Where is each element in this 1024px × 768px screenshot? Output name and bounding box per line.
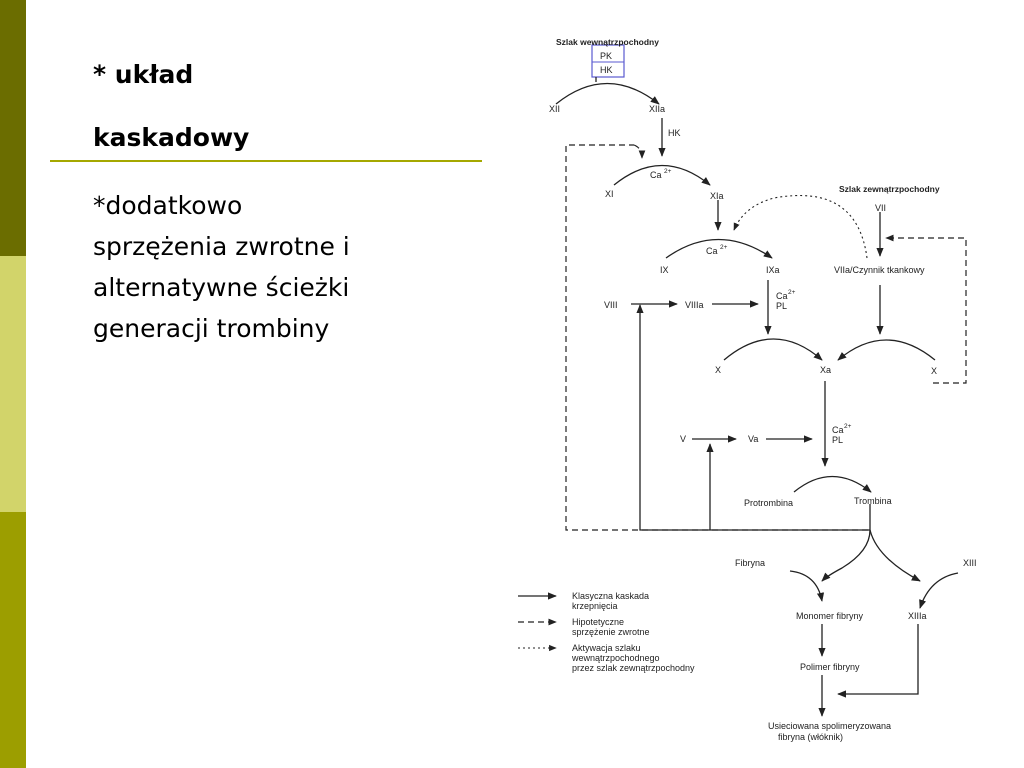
sidebar-stripe: [0, 0, 26, 768]
hk-label: HK: [668, 128, 681, 138]
ca-label-pl2: Ca: [832, 425, 844, 435]
sidebar-segment-mid: [0, 512, 26, 768]
legend-dotted-line2: wewnątrzpochodnego: [572, 653, 660, 663]
coagulation-cascade-diagram: [482, 18, 1012, 758]
xiiia-label: XIIIa: [908, 611, 927, 621]
arc-x-xa-right: [838, 340, 935, 360]
slide-body: [93, 185, 433, 349]
hk-box-label: HK: [600, 65, 613, 75]
body-line-1: *dodatkowo: [93, 191, 243, 220]
xiii-label: XIII: [963, 558, 977, 568]
arc-xi-xia: [614, 166, 710, 186]
ca-label-pl1: Ca: [776, 291, 788, 301]
ca-label-ix: Ca: [706, 246, 718, 256]
body-line-2: sprzężenia zwrotne i: [93, 232, 350, 261]
legend-dashed-line2: sprzężenie zwrotne: [572, 627, 650, 637]
arc-ix-ixa: [666, 240, 772, 259]
pl-label-2: PL: [832, 435, 844, 445]
legend-dotted-line1: Aktywacja szlaku: [572, 643, 641, 653]
ix-label: IX: [660, 265, 669, 275]
arc-protrombina-trombina: [794, 477, 871, 493]
arrow-xiiia-final: [838, 624, 918, 694]
svg-text:2+: 2+: [664, 168, 672, 175]
protrombina-label: Protrombina: [744, 498, 794, 508]
title-divider: [50, 160, 482, 162]
vii-label: VII: [875, 203, 887, 213]
trombina-label: Trombina: [854, 496, 892, 506]
legend-dashed-line1: Hipotetyczne: [572, 617, 625, 627]
slide-title-line2: kaskadowy: [93, 123, 250, 152]
va-label: Va: [748, 434, 759, 444]
legend-solid-line2: krzepnięcia: [572, 601, 618, 611]
v-label: V: [680, 434, 687, 444]
xii-label: XII: [549, 104, 561, 114]
dashed-feedback-vii: [886, 238, 966, 383]
arc-xii-xiia: [556, 84, 659, 105]
xia-label: XIa: [710, 191, 724, 201]
x-left-label: X: [715, 365, 722, 375]
x-right-label: X: [931, 366, 938, 376]
dotted-viia-xia: [734, 196, 867, 259]
viia-tf-label: VIIa/Czynnik tkankowy: [834, 265, 925, 275]
final-product-line2: fibryna (włóknik): [778, 732, 844, 742]
arrow-trombina-xiiia: [870, 530, 920, 581]
extrinsic-pathway-title: Szlak zewnątrzpochodny: [839, 184, 940, 194]
legend-solid-line1: Klasyczna kaskada: [572, 591, 650, 601]
legend-dotted-line3: przez szlak zewnątrzpochodny: [572, 663, 695, 673]
ca-label-xi: Ca: [650, 170, 662, 180]
arrow-trombina-monomer-a: [822, 530, 870, 581]
arc-x-xa-left: [724, 339, 822, 360]
xa-label: Xa: [820, 365, 832, 375]
feedback-trombina-viii: [640, 305, 870, 530]
pk-label: PK: [600, 51, 613, 61]
sidebar-segment-dark: [0, 0, 26, 256]
svg-text:2+: 2+: [844, 423, 852, 430]
final-product-line1: Usieciowana spolimeryzowana: [768, 721, 892, 731]
pl-label-1: PL: [776, 301, 788, 311]
body-line-4: generacji trombiny: [93, 314, 330, 343]
arrow-fibryna-monomer: [790, 571, 822, 601]
viii-label: VIII: [604, 300, 618, 310]
fibryna-label: Fibryna: [735, 558, 766, 568]
svg-text:2+: 2+: [720, 244, 728, 251]
xi-label: XI: [605, 189, 614, 199]
intrinsic-pathway-title: Szlak wewnątrzpochodny: [556, 37, 659, 47]
slide-title-line1: * układ: [93, 60, 194, 89]
svg-text:2+: 2+: [788, 289, 796, 296]
monomer-label: Monomer fibryny: [796, 611, 864, 621]
xiia-label: XIIa: [649, 104, 666, 114]
body-line-3: alternatywne ścieżki: [93, 273, 350, 302]
viiia-label: VIIIa: [685, 300, 704, 310]
ixa-label: IXa: [766, 265, 780, 275]
polimer-label: Polimer fibryny: [800, 662, 860, 672]
dashed-feedback-xi: [566, 145, 868, 530]
sidebar-segment-light: [0, 256, 26, 512]
arrow-xiii-xiiia: [920, 573, 958, 608]
